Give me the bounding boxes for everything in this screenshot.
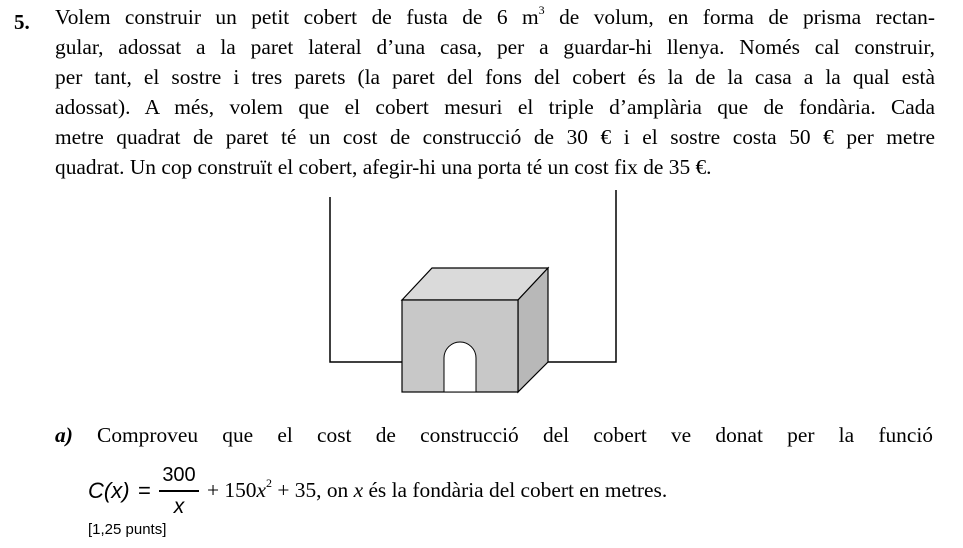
- formula-remainder: + $150x^2 + 35$, on x és la fondària del cobert en metres.: [207, 475, 668, 502]
- shed-figure: [320, 185, 625, 400]
- part-a-statement: [55, 420, 933, 450]
- points-label: [1,25 punts]: [88, 521, 167, 538]
- question-line-4: adossat). A més, volem que el cobert mesuri el triple d’amplària que de fondària. Cada: [55, 95, 935, 119]
- house-wall-outline: [330, 197, 402, 362]
- formula-lhs: C(x): [88, 478, 130, 503]
- question-line-3: per tant, el sostre i tres parets (la paret del fons del cobert és la de la casa a la qual està: [55, 65, 935, 89]
- formula-fraction: [159, 462, 199, 520]
- formula-equals: =: [138, 478, 151, 503]
- part-a-text: Comproveu que el cost de construcció del cobert ve donat per la funció: [72, 423, 933, 447]
- shed-door: [444, 342, 476, 392]
- cubic-exponent: 3: [538, 2, 545, 17]
- question-number: 5.: [14, 10, 30, 34]
- part-a-label: a): [55, 423, 73, 447]
- fraction-numerator: 300: [162, 464, 196, 486]
- question-line-1: Volem construir un petit cobert de fusta de 6 $m^3$ de volum, en forma de prisma rectan-: [55, 2, 935, 29]
- fraction-bar: [159, 490, 199, 492]
- question-line-6: quadrat. Un cop construït el cobert, afegir-hi una porta té un cost fix de 35 €.: [55, 155, 712, 179]
- question-line-5: metre quadrat de paret té un cost de construcció de 30 € i el sostre costa 50 € per metre: [55, 125, 935, 149]
- question-text: [55, 2, 935, 182]
- fraction-denominator: x: [173, 495, 185, 518]
- question-line-2: gular, adossat a la paret lateral d’una casa, per a guardar-hi llenya. Només cal construir,: [55, 35, 935, 59]
